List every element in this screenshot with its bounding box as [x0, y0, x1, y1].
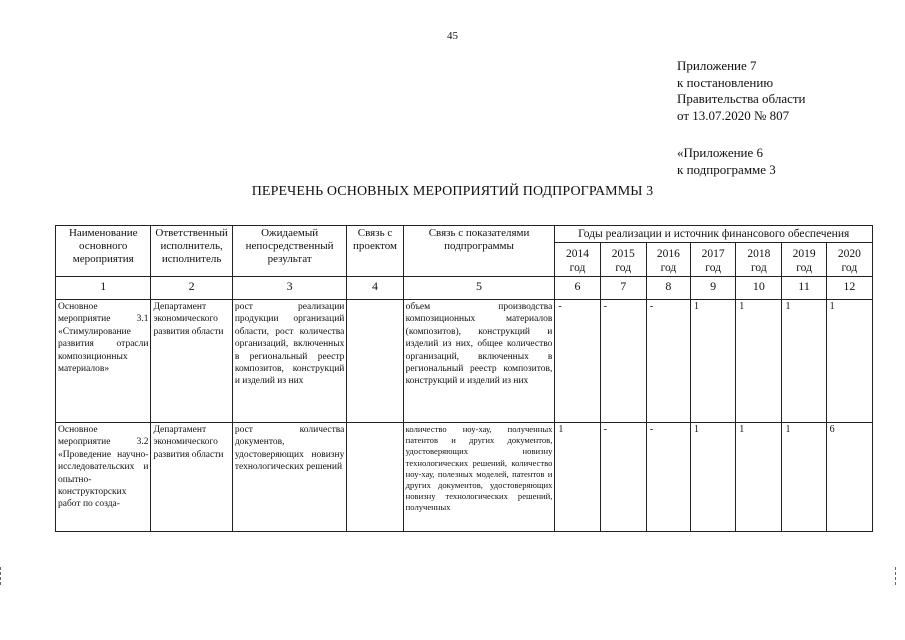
header-year: 2014 год: [555, 243, 600, 277]
measure-responsible: Департамент экономического развития области: [151, 423, 232, 532]
page-number: 45: [447, 30, 458, 42]
year-value: 1: [782, 300, 826, 423]
document-title: ПЕРЕЧЕНЬ ОСНОВНЫХ МЕРОПРИЯТИЙ ПОДПРОГРАММЫ 3: [251, 184, 654, 199]
header-year: 2016 год: [646, 243, 690, 277]
header-year: 2020 год: [826, 243, 872, 277]
column-number: 6: [555, 277, 600, 300]
column-number: 7: [600, 277, 646, 300]
appendix-prev-line: к подпрограмме 3: [677, 161, 776, 177]
column-number: 8: [646, 277, 690, 300]
year-value: 6: [826, 423, 872, 532]
year-value: -: [646, 300, 690, 423]
year-value: -: [555, 300, 600, 423]
header-project: Связь с проектом: [347, 226, 403, 277]
year-value: 1: [555, 423, 600, 532]
measure-indicators: объем производства композиционных материалов (композитов), конструкций и изделий из них, общее количество организаций, включенных в региональный реестр композитов, конструкций и изделий из них: [403, 300, 555, 423]
column-number: 1: [56, 277, 151, 300]
appendix-prev-block: [677, 145, 776, 178]
measure-project: [347, 300, 403, 423]
column-number: 11: [782, 277, 826, 300]
appendix-prev-line: «Приложение 6: [677, 145, 764, 160]
scan-edge-mark: [895, 567, 900, 585]
column-number: 9: [691, 277, 736, 300]
year-value: 1: [782, 423, 826, 532]
year-value: 1: [826, 300, 872, 423]
header-year: 2018 год: [736, 243, 782, 277]
year-value: 1: [736, 423, 782, 532]
header-year: 2015 год: [600, 243, 646, 277]
measure-responsible: Департамент экономического развития области: [151, 300, 232, 423]
header-name: Наименование основного мероприятия: [56, 226, 151, 277]
appendix-line: от 13.07.2020 № 807: [677, 107, 790, 123]
year-value: 1: [691, 423, 736, 532]
measure-indicators: количество ноу-хау, полученных патентов и других документов, удостоверяющих новизну технологических решений, количество ноу-хау, полезных моделей, патентов и других документов, удостоверяющих новизну технологических решений, полученных: [403, 423, 555, 532]
column-numbers-row: [56, 277, 873, 300]
table-row: [56, 423, 873, 532]
measures-table: [55, 225, 873, 532]
year-value: -: [600, 423, 646, 532]
header-year: 2017 год: [691, 243, 736, 277]
header-result: Ожидаемый непосредственный результат: [232, 226, 347, 277]
measure-name: Основное мероприятие 3.1 «Стимулирование развития отрасли композиционных материалов»: [56, 300, 151, 423]
year-value: 1: [691, 300, 736, 423]
column-number: 10: [736, 277, 782, 300]
measure-name: Основное мероприятие 3.2 «Проведение научно-исследовательских и опытно-конструкторских работ по созда-: [56, 423, 151, 532]
scan-edge-mark: [0, 567, 5, 585]
year-value: -: [646, 423, 690, 532]
header-row: [56, 226, 873, 243]
appendix-block: [677, 58, 806, 124]
measure-result: рост количества документов, удостоверяющих новизну технологических решений: [232, 423, 347, 532]
appendix-line: Приложение 7: [677, 58, 757, 73]
column-number: 2: [151, 277, 232, 300]
header-year: 2019 год: [782, 243, 826, 277]
measure-project: [347, 423, 403, 532]
column-number: 5: [403, 277, 555, 300]
column-number: 4: [347, 277, 403, 300]
measure-result: рост реализации продукции организаций области, рост количества организаций, включенных в региональный реестр композитов, конструкций и изделий из них: [232, 300, 347, 423]
header-responsible: Ответственный исполнитель, исполнитель: [151, 226, 232, 277]
year-value: 1: [736, 300, 782, 423]
column-number: 3: [232, 277, 347, 300]
header-years-group: Годы реализации и источник финансового обеспечения: [555, 226, 873, 243]
table-row: [56, 300, 873, 423]
year-value: -: [600, 300, 646, 423]
appendix-line: к постановлению: [677, 74, 774, 90]
appendix-line: Правительства области: [677, 91, 806, 106]
column-number: 12: [826, 277, 872, 300]
header-indicators: Связь с показателями подпрограммы: [403, 226, 555, 277]
